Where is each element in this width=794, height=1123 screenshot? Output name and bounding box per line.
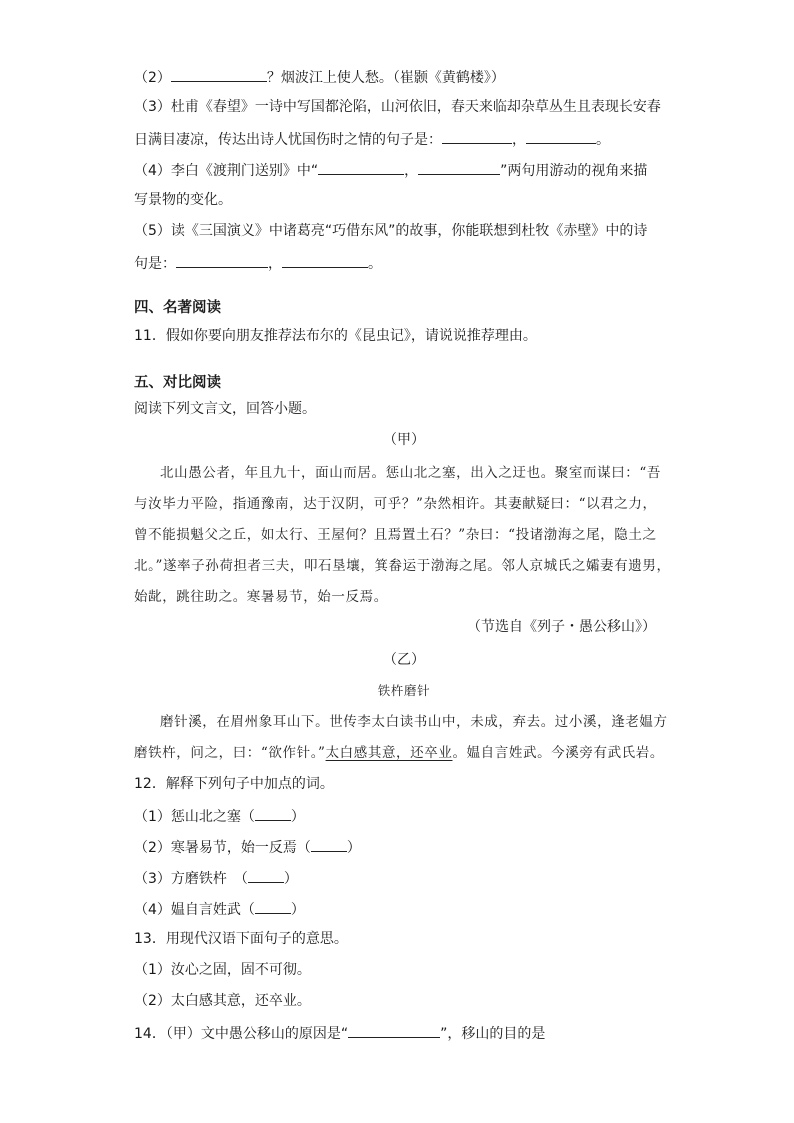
passage-jia-source: （节选自《列子・愚公移山》） — [467, 619, 656, 635]
q14-text: 14．（甲）文中愚公移山的原因是“ ”，移山的目的是 — [134, 1022, 674, 1044]
q10-item4-line2: 写景物的变化。 — [134, 192, 232, 208]
q10-item5-line2: 句是： ， 。 — [134, 252, 674, 274]
passage-jia-line-5: 始龀，跳往助之。寒暑易节，始一反焉。 — [134, 589, 388, 605]
passage-jia-line-3: 曾不能损魁父之丘，如太行、王屋何？且焉置土石？”杂曰：“投诸渤海之尾，隐土之 — [134, 527, 657, 543]
answer-blank[interactable] — [526, 128, 596, 144]
passage-jia-line-4: 北。”遂率子孙荷担者三夫，叩石垦壤，箕畚运于渤海之尾。邻人京城氏之孀妻有遗男， — [134, 558, 671, 574]
answer-blank[interactable] — [248, 867, 284, 883]
q10-item3-line1: （3）杜甫《春望》一诗中写国都沦陷，山河依旧，春天来临却杂草丛生且表现长安春 — [134, 99, 661, 115]
q12-item-4: （4）媪自言姓武（ ） — [134, 898, 674, 920]
underlined-sentence: 太白感其意，还卒业 — [325, 745, 453, 761]
passage-yi-title: 铁杵磨针 — [377, 683, 431, 698]
passage-yi-line-2: 磨铁杵，问之，曰：“欲作针。”太白感其意，还卒业。媪自言姓武。今溪旁有武氏岩。 — [134, 745, 664, 761]
passage-jia-line-2: 与汝毕力平险，指通豫南，达于汉阴，可乎？”杂然相许。其妻献疑曰：“以君之力， — [134, 496, 657, 512]
passage-jia-label: （甲） — [383, 432, 425, 448]
section4-heading: 四、名著阅读 — [134, 300, 221, 316]
answer-blank[interactable] — [255, 898, 291, 914]
answer-blank[interactable] — [282, 252, 368, 268]
q10-item4-line1: （4）李白《渡荆门送别》中“ ， ”两句用游动的视角来描 — [134, 159, 674, 181]
q13-item-1: （1）汝心之固，固不可彻。 — [134, 962, 311, 978]
answer-blank[interactable] — [348, 1022, 440, 1038]
q13-stem: 13．用现代汉语下面句子的意思。 — [134, 931, 348, 947]
q10-item5-line1: （5）读《三国演义》中诸葛亮“巧借东风”的故事，你能联想到杜牧《赤壁》中的诗 — [134, 223, 648, 239]
answer-blank[interactable] — [318, 159, 404, 175]
q12-item-1: （1）惩山北之塞（ ） — [134, 805, 674, 827]
passage-yi-line-1: 磨针溪，在眉州象耳山下。世传李太白读书山中，未成，弃去。过小溪，逢老媪方 — [160, 714, 668, 730]
answer-blank[interactable] — [418, 159, 500, 175]
section5-intro: 阅读下列文言文，回答小题。 — [134, 401, 316, 417]
answer-blank[interactable] — [176, 252, 268, 268]
passage-yi-label: （乙） — [383, 652, 425, 668]
passage-jia-line-1: 北山愚公者，年且九十，面山而居。惩山北之塞，出入之迂也。聚室而谋曰：“吾 — [160, 465, 662, 481]
q10-item2: （2） ？烟波江上使人愁。（崔颢《黄鹤楼》） — [134, 66, 674, 88]
section5-heading: 五、对比阅读 — [134, 375, 221, 391]
answer-blank[interactable] — [171, 66, 267, 82]
q12-stem: 12．解释下列句子中加点的词。 — [134, 776, 334, 792]
q11-text: 11．假如你要向朋友推荐法布尔的《昆虫记》，请说说推荐理由。 — [134, 328, 537, 344]
answer-blank[interactable] — [255, 805, 291, 821]
answer-blank[interactable] — [311, 836, 347, 852]
q13-item-2: （2）太白感其意，还卒业。 — [134, 993, 311, 1009]
q12-item-3: （3）方磨铁杵 （ ） — [134, 867, 674, 889]
q10-item3-line2: 日满目凄凉，传达出诗人忧国伤时之情的句子是： ， 。 — [134, 128, 674, 150]
answer-blank[interactable] — [442, 128, 512, 144]
q12-item-2: （2）寒暑易节，始一反焉（ ） — [134, 836, 674, 858]
